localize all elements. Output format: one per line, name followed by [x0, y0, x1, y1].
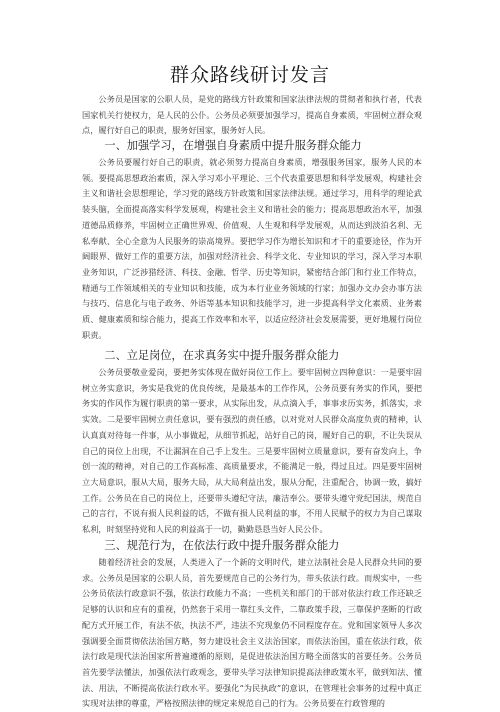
section-1-body: 公务员要履行好自己的职责，就必须努力提高自身素质，增强服务国家，服务人民的本领。要提高思想政治素质，深入学习邓小平理论、三个代表重要思想和科学发展观，构建社会主义和谐社会思想理论，学习党的路线方针政策和国家法律法规。通过学习，用科学的理论武装头脑，全面提高落实科学发展观，构建社会主义和谐社会的能力；提高思想政治水平，加强道德品质修养，牢固树立正确世界观、价值观、人生观和科学发展观，从而达到淡泊名利、无私奉献、全心全意为人民服务的崇高境界。要把学习作为增长知识和才干的重要途径，作为开阔眼界、做好工作的重要方法，加强对经济社会、科学文化、专业知识的学习，深入学习本职业务知识，广泛涉猎经济、科技、金融、哲学、历史等知识，紧密结合部门和行业工作特点，精通与工作领域相关的专业知识和技能，成为本行业业务领域的行家；加强办文办会办事方法与技巧、信息化与电子政务、外语等基本知识和技能学习，进一步提高科学文化素质、业务素质、健康素质和综合能力，提高工作效率和水平，以适应经济社会发展需要，更好地履行岗位职责。: [82, 157, 422, 340]
section-2-heading: 二、立足岗位，在求真务实中提升服务群众能力: [104, 349, 340, 362]
section-3-body: 随着经济社会的发展，人类进入了一个新的文明时代，建立法制社会是人民群众共同的要求。公务员是国家的公职人员，首先要规范自己的公务行为，带头依法行政。而规实中，一些公务员依法行政意识不强，依法行政能力不高；一些机关和部门的干部对依法行政工作还缺乏足够的认识和应有的重视，仍然套于采用一靠红头文件，二靠政策手段，三靠保护垄断的行政配方式开展工作，有法不依，执法不严，违法不究现象仍不同程度存在。党和国家领导人多次强调要全面贯彻依法治国方略，努力建设社会主义法治国家，而依法治国，重在依法行政，依法行政是现代法治国家所普遍遵循的原则，是促进依法治国方略全面落实的首要任务。公务员首先要学法懂法，加强依法行政观念，要带头学习法律知识提高法律政策水平，做到知法、懂法、用法，不断提高依法行政水平。要强化“为民执政”的意识，在管理社会事务的过程中真正实现对法律的尊重，严格按照法律的规定来规范自己的行为。公务员要在行政管理的: [82, 557, 422, 709]
section-1-heading: 一、加强学习，在增强自身素质中提升服务群众能力: [104, 139, 362, 152]
section-2-body: 公务员要敬业爱岗，要把务实体现在做好岗位工作上。要牢固树立四种意识：一是要牢固树立务实意识，务实是我党的优良传统，是最基本的工作作风，公务员要有务实的作风，要把务实的作风作为履行职责的第一要求，从实际出发，从点滴入手，事事求历实务，抓落实，求实效。二是要牢固树立责任意识，要有强烈的责任感，以对党对人民群众高度负责的精神，认认真真对待每一件事，从小事做起，从细节抓起，站好自己的岗，履好自己的职，不让失误从自己的岗位上出现，不让漏洞在自己手上发生。三是要牢固树立质量意识，要有奋发向上，争创一流的精神，对自己的工作高标准、高质量要求，不能满足一般，得过且过。四是要牢固树立大局意识，服从大局，服务大局，从大局利益出发，服从分配，注重配合，协调一致，搞好工作。公务员在自己的岗位上，还要带头遵纪守法，廉洁奉公。要带头遵守党纪国法，规范自己的言行，不说有损人民利益的话，不做有损人民利益的事，不用人民赋予的权力为自己谋取私利，时刻坚持党和人民的利益高于一切，勤勤恳恳当好人民公仆。: [82, 367, 422, 535]
intro-paragraph: 公务员是国家的公职人员，是党的路线方针政策和国家法律法规的贯彻者和执行者，代表国家机关行使权力，是人民的公仆。公务员必须要加强学习，提高自身素质，牢固树立群众观点，履行好自己的职责，服务好国家，服务好人民。: [82, 94, 422, 136]
document-title: 群众路线研讨发言: [169, 64, 330, 86]
section-3-heading: 三、规范行为，在依法行政中提升服务群众能力: [104, 539, 340, 552]
